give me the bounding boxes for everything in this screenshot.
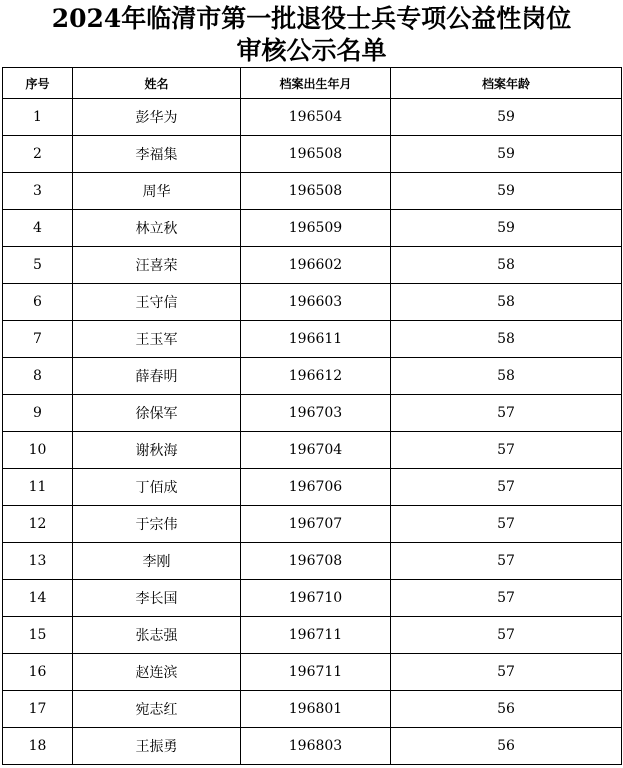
cell-age: 58 (391, 358, 622, 395)
cell-name: 徐保军 (73, 395, 241, 432)
table-row (3, 543, 622, 580)
cell-name: 赵连滨 (73, 654, 241, 691)
cell-seq: 18 (3, 728, 73, 765)
table-row (3, 469, 622, 506)
table-row (3, 247, 622, 284)
cell-age: 56 (391, 691, 622, 728)
cell-name: 王守信 (73, 284, 241, 321)
cell-name: 王玉军 (73, 321, 241, 358)
cell-birth: 196508 (241, 173, 391, 210)
cell-seq: 9 (3, 395, 73, 432)
cell-age: 57 (391, 432, 622, 469)
table-row (3, 136, 622, 173)
cell-seq: 11 (3, 469, 73, 506)
cell-name: 薛春明 (73, 358, 241, 395)
document-title-line-2: 审核公示名单 (236, 36, 387, 65)
cell-seq: 6 (3, 284, 73, 321)
cell-age: 57 (391, 580, 622, 617)
cell-birth: 196603 (241, 284, 391, 321)
table-row (3, 321, 622, 358)
header-seq: 序号 (3, 68, 73, 99)
cell-name: 王振勇 (73, 728, 241, 765)
cell-age: 57 (391, 654, 622, 691)
cell-seq: 17 (3, 691, 73, 728)
cell-name: 谢秋海 (73, 432, 241, 469)
cell-name: 周华 (73, 173, 241, 210)
cell-age: 57 (391, 395, 622, 432)
cell-seq: 5 (3, 247, 73, 284)
table-row (3, 99, 622, 136)
cell-name: 林立秋 (73, 210, 241, 247)
cell-seq: 13 (3, 543, 73, 580)
cell-age: 58 (391, 321, 622, 358)
table-row (3, 395, 622, 432)
cell-age: 57 (391, 469, 622, 506)
header-birth: 档案出生年月 (241, 68, 391, 99)
cell-birth: 196704 (241, 432, 391, 469)
table-row (3, 728, 622, 765)
header-age: 档案年龄 (391, 68, 622, 99)
cell-birth: 196508 (241, 136, 391, 173)
cell-birth: 196703 (241, 395, 391, 432)
cell-name: 李长国 (73, 580, 241, 617)
cell-birth: 196707 (241, 506, 391, 543)
cell-seq: 12 (3, 506, 73, 543)
table-row (3, 691, 622, 728)
cell-name: 彭华为 (73, 99, 241, 136)
cell-birth: 196706 (241, 469, 391, 506)
cell-age: 59 (391, 173, 622, 210)
cell-birth: 196504 (241, 99, 391, 136)
cell-age: 57 (391, 617, 622, 654)
cell-age: 56 (391, 728, 622, 765)
cell-seq: 15 (3, 617, 73, 654)
cell-birth: 196602 (241, 247, 391, 284)
cell-seq: 16 (3, 654, 73, 691)
table-row (3, 580, 622, 617)
table-row (3, 358, 622, 395)
cell-name: 汪喜荣 (73, 247, 241, 284)
cell-name: 于宗伟 (73, 506, 241, 543)
cell-birth: 196509 (241, 210, 391, 247)
cell-name: 李刚 (73, 543, 241, 580)
table-body (3, 99, 622, 765)
header-name: 姓名 (73, 68, 241, 99)
roster-table (2, 67, 622, 765)
cell-birth: 196611 (241, 321, 391, 358)
cell-name: 丁佰成 (73, 469, 241, 506)
table-row (3, 654, 622, 691)
cell-birth: 196803 (241, 728, 391, 765)
table-row (3, 210, 622, 247)
cell-age: 57 (391, 543, 622, 580)
table-row (3, 506, 622, 543)
cell-name: 宛志红 (73, 691, 241, 728)
table-row (3, 617, 622, 654)
cell-name: 李福集 (73, 136, 241, 173)
cell-birth: 196710 (241, 580, 391, 617)
cell-birth: 196711 (241, 617, 391, 654)
cell-seq: 4 (3, 210, 73, 247)
cell-seq: 3 (3, 173, 73, 210)
cell-seq: 2 (3, 136, 73, 173)
cell-birth: 196711 (241, 654, 391, 691)
table-row (3, 432, 622, 469)
cell-birth: 196612 (241, 358, 391, 395)
cell-seq: 10 (3, 432, 73, 469)
table-header-row (3, 68, 622, 99)
cell-age: 59 (391, 136, 622, 173)
cell-seq: 8 (3, 358, 73, 395)
cell-name: 张志强 (73, 617, 241, 654)
document-title-line-1: 2024年临清市第一批退役士兵专项公益性岗位 (51, 4, 572, 33)
cell-birth: 196801 (241, 691, 391, 728)
cell-age: 58 (391, 284, 622, 321)
table-row (3, 284, 622, 321)
cell-age: 57 (391, 506, 622, 543)
cell-seq: 7 (3, 321, 73, 358)
table-row (3, 173, 622, 210)
cell-age: 58 (391, 247, 622, 284)
cell-seq: 14 (3, 580, 73, 617)
cell-age: 59 (391, 210, 622, 247)
cell-birth: 196708 (241, 543, 391, 580)
cell-seq: 1 (3, 99, 73, 136)
cell-age: 59 (391, 99, 622, 136)
